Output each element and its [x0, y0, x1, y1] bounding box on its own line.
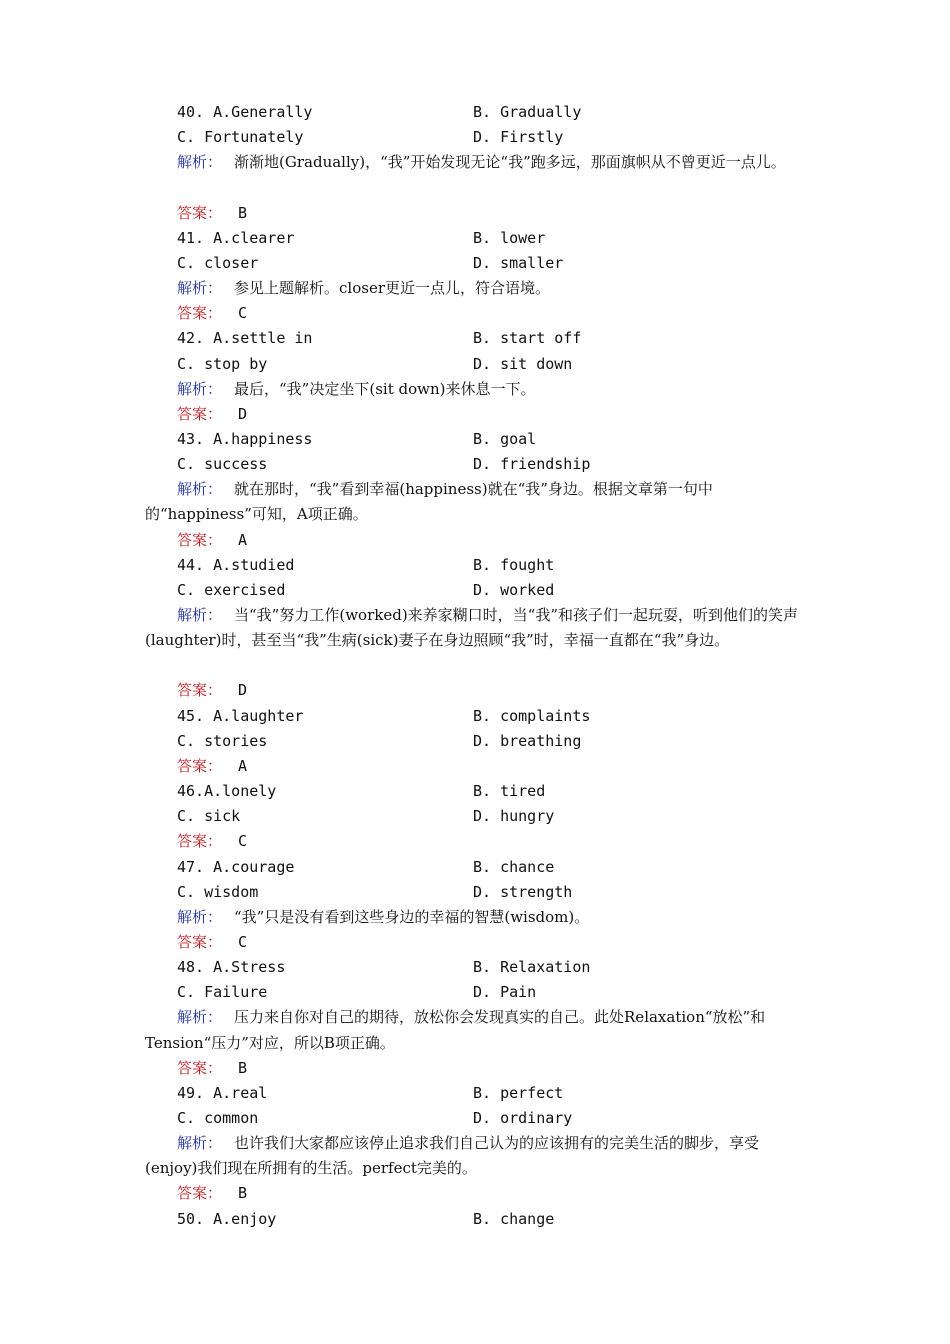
answer-value: A — [238, 756, 248, 775]
answer-label: 答案： — [177, 203, 223, 222]
option-c: C. stories — [177, 731, 268, 750]
option-row — [0, 1081, 950, 1106]
option-b: B. lower — [473, 228, 546, 247]
answer-label: 答案： — [177, 681, 223, 700]
option-row — [0, 704, 950, 729]
option-row — [0, 427, 950, 452]
answer-value: B — [238, 1058, 248, 1077]
option-b: B. Gradually — [473, 103, 582, 121]
explanation-text: 压力来自你对自己的期待，放松你会发现真实的自己。此处Relaxation“放松”和Tension“压力”对应，所以B项正确。 — [145, 1008, 766, 1052]
option-d: D. Firstly — [473, 128, 564, 147]
option-d: D. sit down — [473, 354, 573, 373]
explanation-paragraph — [145, 905, 810, 930]
answer-label: 答案： — [177, 832, 223, 851]
option-row — [0, 804, 950, 829]
option-b: B. start off — [473, 329, 582, 348]
option-row — [0, 980, 950, 1005]
option-c: C. stop by — [177, 354, 268, 373]
answer-value: C — [238, 832, 248, 851]
option-row — [0, 452, 950, 477]
option-a: 50. A.enjoy — [177, 1209, 277, 1228]
option-row — [0, 326, 950, 351]
answer-value: C — [238, 304, 248, 323]
option-b: B. fought — [473, 555, 555, 574]
option-row — [0, 352, 950, 377]
explanation-label: 解析： — [177, 907, 223, 926]
answer — [177, 201, 247, 226]
option-d: D. strength — [473, 882, 573, 901]
option-a: 45. A.laughter — [177, 706, 304, 725]
option-a: 41. A.clearer — [177, 228, 295, 247]
answer-value: B — [238, 203, 248, 222]
answer-value: A — [238, 530, 248, 549]
option-c: C. Fortunately — [177, 128, 304, 147]
option-c: C. common — [177, 1109, 259, 1127]
answer-row — [0, 754, 950, 779]
option-d: D. friendship — [473, 455, 591, 474]
explanation-label: 解析： — [177, 279, 223, 298]
answer-value: C — [238, 932, 248, 951]
option-b: B. chance — [473, 857, 555, 876]
answer-row — [0, 930, 950, 955]
option-d: D. breathing — [473, 731, 582, 750]
explanation-label: 解析： — [177, 153, 223, 172]
answer-row — [0, 1056, 950, 1081]
answer — [177, 754, 247, 779]
option-row — [0, 125, 950, 150]
explanation-text: 就在那时，“我”看到幸福(happiness)就在“我”身边。根据文章第一句中的“happiness”可知，A项正确。 — [145, 480, 713, 524]
option-c: C. exercised — [177, 580, 286, 599]
answer — [177, 678, 247, 703]
option-row — [0, 955, 950, 980]
option-row — [0, 100, 950, 125]
explanation-text: 渐渐地(Gradually)，“我”开始发现无论“我”跑多远，那面旗帜从不曾更近一点儿。 — [234, 153, 786, 172]
option-a: 44. A.studied — [177, 555, 295, 574]
answer-label: 答案： — [177, 1184, 223, 1203]
option-b: B. perfect — [473, 1083, 564, 1102]
answer-value: D — [238, 404, 248, 423]
answer-label: 答案： — [177, 756, 223, 775]
answer-row — [0, 301, 950, 326]
explanation-text: 最后，“我”决定坐下(sit down)来休息一下。 — [234, 379, 536, 398]
answer — [177, 930, 247, 955]
option-b: B. Relaxation — [473, 958, 591, 977]
answer-value: D — [238, 681, 248, 700]
answer — [177, 301, 247, 326]
answer-row — [0, 829, 950, 854]
option-a: 48. A.Stress — [177, 958, 286, 977]
option-d: D. smaller — [473, 253, 564, 272]
option-row — [0, 553, 950, 578]
explanation-label: 解析： — [177, 1134, 223, 1153]
option-a: 46.A.lonely — [177, 782, 277, 801]
answer-row — [0, 402, 950, 427]
option-b: B. tired — [473, 782, 546, 801]
explanation-text: 也许我们大家都应该停止追求我们自己认为的应该拥有的完美生活的脚步，享受(enjoy)我们现在所拥有的生活。perfect完美的。 — [145, 1134, 760, 1178]
option-d: D. Pain — [473, 983, 537, 1002]
option-a: 49. A.real — [177, 1083, 268, 1102]
option-b: B. goal — [473, 429, 537, 448]
option-c: C. closer — [177, 253, 259, 272]
explanation-label: 解析： — [177, 480, 223, 499]
option-d: D. hungry — [473, 807, 555, 826]
explanation-paragraph — [145, 150, 810, 175]
answer-label: 答案： — [177, 932, 223, 951]
answer-value: B — [238, 1184, 248, 1203]
answer-label: 答案： — [177, 304, 223, 323]
explanation-paragraph — [145, 1131, 810, 1181]
option-c: C. success — [177, 455, 268, 474]
option-b: B. complaints — [473, 706, 591, 725]
answer — [177, 829, 247, 854]
answer-row — [0, 528, 950, 553]
explanation-label: 解析： — [177, 379, 223, 398]
explanation-text: 当“我”努力工作(worked)来养家糊口时，当“我”和孩子们一起玩耍，听到他们的笑声(laughter)时，甚至当“我”生病(sick)妻子在身边照顾“我”时，幸福一直都在“我”身边。 — [145, 606, 799, 650]
option-row — [0, 779, 950, 804]
explanation-text: “我”只是没有看到这些身边的幸福的智慧(wisdom)。 — [234, 907, 590, 926]
option-row — [0, 855, 950, 880]
explanation-paragraph — [145, 603, 810, 653]
answer — [177, 402, 247, 427]
option-d: D. worked — [473, 580, 555, 599]
explanation-label: 解析： — [177, 606, 223, 624]
answer-label: 答案： — [177, 530, 223, 549]
option-c: C. Failure — [177, 983, 268, 1002]
answer-row — [0, 1181, 950, 1206]
explanation-paragraph — [145, 477, 810, 527]
option-a: 43. A.happiness — [177, 429, 313, 448]
option-row — [0, 226, 950, 251]
option-row — [0, 251, 950, 276]
option-row — [0, 578, 950, 603]
option-a: 42. A.settle in — [177, 329, 313, 348]
explanation-paragraph — [145, 276, 810, 301]
option-c: C. wisdom — [177, 882, 259, 901]
option-a: 47. A.courage — [177, 857, 295, 876]
explanation-text: 参见上题解析。closer更近一点儿，符合语境。 — [234, 279, 550, 298]
option-row — [0, 1106, 950, 1131]
option-b: B. change — [473, 1209, 555, 1228]
option-c: C. sick — [177, 807, 241, 826]
answer — [177, 1056, 247, 1081]
option-a: 40. A.Generally — [177, 103, 313, 121]
explanation-paragraph — [145, 377, 810, 402]
option-row — [0, 1207, 950, 1232]
option-row — [0, 729, 950, 754]
answer-label: 答案： — [177, 1058, 223, 1077]
explanation-label: 解析： — [177, 1008, 223, 1027]
answer — [177, 1181, 247, 1206]
option-d: D. ordinary — [473, 1109, 573, 1127]
answer — [177, 528, 247, 553]
option-row — [0, 880, 950, 905]
answer-label: 答案： — [177, 404, 223, 423]
answer-row — [0, 201, 950, 226]
explanation-paragraph — [145, 1005, 810, 1055]
answer-row — [0, 678, 950, 703]
